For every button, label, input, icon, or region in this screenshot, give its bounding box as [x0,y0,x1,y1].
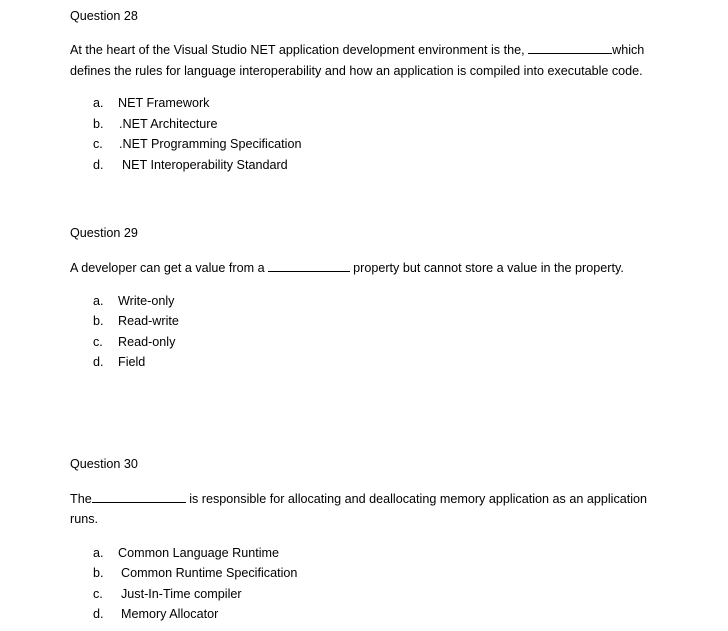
question-28-text [70,41,644,58]
option-letter: d. [93,355,104,369]
question-29-text [70,259,624,276]
question-text: is responsible for allocating and deallocating memory application as an application [189,492,648,506]
question-text: which [612,43,645,57]
option-label: .NET Programming Specification [119,137,302,151]
option-letter: b. [93,566,104,580]
option-label: Read-write [118,314,179,328]
question-30-text-line2: runs. [70,512,98,526]
question-text: property but cannot store a value in the property. [353,261,624,275]
option-letter: d. [93,158,104,172]
option-label: Read-only [118,335,176,349]
answer-blank [528,41,612,54]
option-letter: c. [93,587,103,601]
answer-blank [268,259,350,272]
question-text: A developer can get a value from a [70,261,265,275]
option-label: NET Interoperability Standard [122,158,288,172]
option-label: Write-only [118,294,175,308]
question-29-title: Question 29 [70,226,138,240]
option-letter: a. [93,546,104,560]
question-28-text-line2: defines the rules for language interoperability and how an application is compiled into executable code. [70,64,643,78]
option-label: Common Language Runtime [118,546,280,560]
option-label: NET Framework [118,96,210,110]
option-label: .NET Architecture [119,117,218,131]
option-letter: a. [93,294,104,308]
option-letter: c. [93,137,103,151]
option-letter: b. [93,314,104,328]
option-letter: d. [93,607,104,621]
question-text: At the heart of the Visual Studio NET application development environment is the, [70,43,525,57]
question-30-title: Question 30 [70,457,138,471]
question-28-title: Question 28 [70,9,138,23]
answer-blank [92,490,186,503]
option-letter: a. [93,96,104,110]
option-label: Field [118,355,146,369]
option-letter: c. [93,335,103,349]
option-label: Common Runtime Specification [121,566,298,580]
option-label: Just-In-Time compiler [121,587,242,601]
question-text: The [70,492,92,506]
option-label: Memory Allocator [121,607,219,621]
question-30-text [70,490,647,507]
option-letter: b. [93,117,104,131]
